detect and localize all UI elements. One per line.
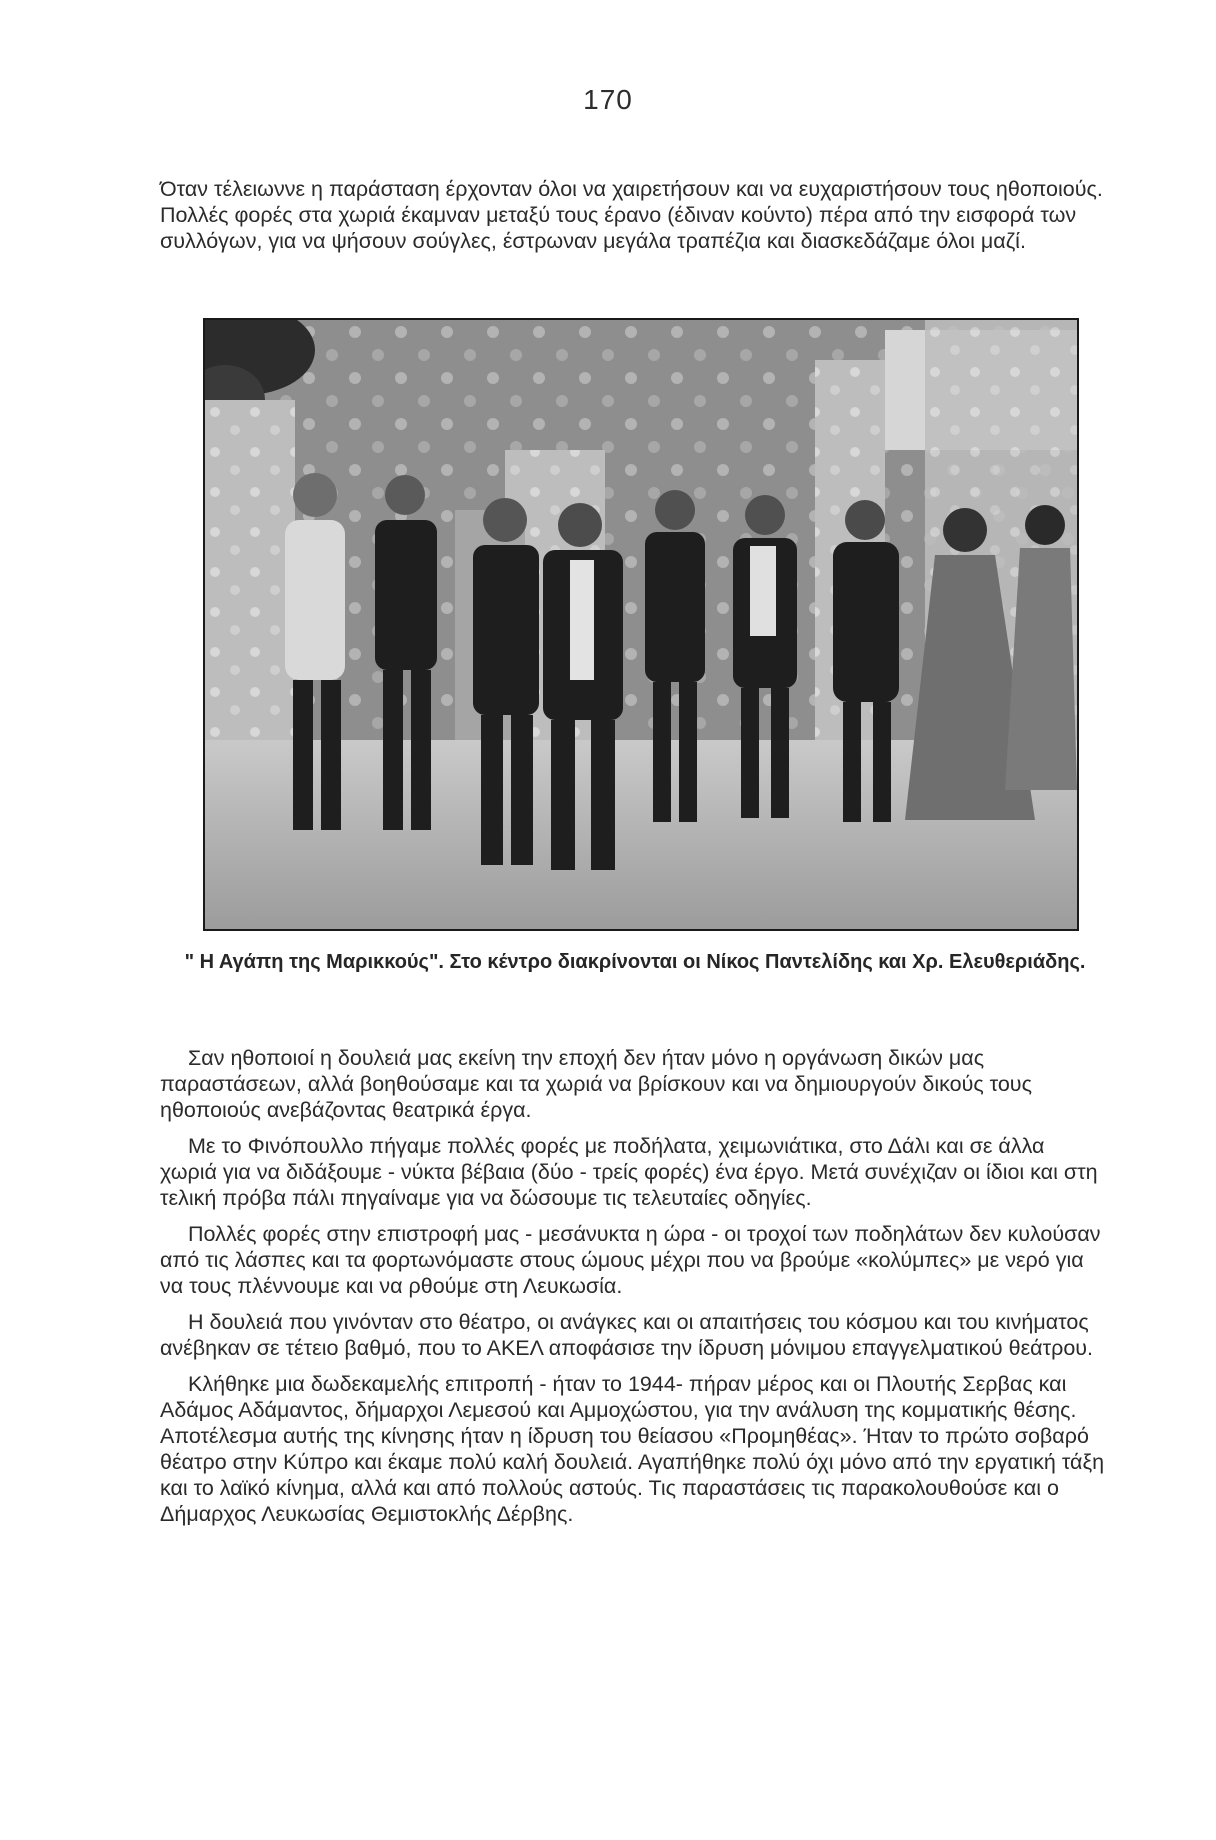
stage-scene-illustration	[205, 320, 1077, 929]
intro-paragraph: Όταν τέλειωννε η παράσταση έρχονταν όλοι να χαιρετήσουν και να ευχαριστήσουν τους ηθοποιούς. Πολλές φορές στα χωριά έκαμναν μεταξύ τους έρανο (έδιναν κούντο) πέρα από την εισφορά των συλλόγων, για να ψήσουν σούγλες, έστρωναν μεγάλα τραπέζια και διασκεδάζαμε όλοι μαζί.	[160, 177, 1103, 253]
body-paragraph: Κλήθηκε μια δωδεκαμελής επιτροπή - ήταν το 1944- πήραν μέρος και οι Πλουτής Σερβας και Αδάμος Αδάμαντος, δήμαρχοι Λεμεσού και Αμμοχώστου, για την ανάλυση της κομματικής θέσης. Αποτέλεσμα αυτής της κίνησης ήταν η ίδρυση του θείασου «Προμηθέας». Ήταν το πρώτο σοβαρό θέατρο στην Κύπρο και έκαμε πολύ καλή δουλειά. Αγαπήθηκε πολύ όχι μόνο από την εργατική τάξη και το λαϊκό κίνημα, αλλά και από πολλούς αστούς. Τις παραστάσεις τις παρακολουθούσε και ο Δήμαρχος Λευκωσίας Θεμιστοκλής Δέρβης.	[160, 1372, 1105, 1526]
body-paragraph: Η δουλειά που γινόνταν στο θέατρο, οι ανάγκες και οι απαιτήσεις του κόσμου και του κινήματος ανέβηκαν σε τέτειο βαθμό, που το ΑΚΕΛ αποφάσισε την ίδρυση μόνιμου επαγγελματικού θεάτρου.	[160, 1310, 1094, 1360]
photo-caption: " Η Αγάπη της Μαρικκούς". Στο κέντρο διακρίνονται οι Νίκος Παντελίδης και Χρ. Ελευθεριάδης.	[184, 951, 1086, 973]
page-number: 170	[583, 84, 633, 115]
body-paragraph: Σαν ηθοποιοί η δουλειά μας εκείνη την εποχή δεν ήταν μόνο η οργάνωση δικών μας παραστάσεων, αλλά βοηθούσαμε και τα χωριά να βρίσκουν και να δημιουργούν δικούς τους ηθοποιούς ανεβάζοντας θεατρικά έργα.	[160, 1046, 1032, 1122]
intro-text	[160, 176, 1105, 262]
theatre-photo	[203, 318, 1079, 931]
body-text	[160, 1045, 1105, 1537]
body-paragraph: Πολλές φορές στην επιστροφή μας - μεσάνυκτα η ώρα - οι τροχοί των ποδηλάτων δεν κυλούσαν από τις λάσπες και τα φορτωνόμαστε στους ώμους μέχρι που να βρούμε «κολύμπες» με νερό για να τους πλέννουμε και να ρθούμε στη Λευκωσία.	[160, 1222, 1101, 1298]
body-paragraph: Με το Φινόπουλλο πήγαμε πολλές φορές με ποδήλατα, χειμωνιάτικα, στο Δάλι και σε άλλα χωριά για να διδάξουμε - νύκτα βέβαια (δύο - τρείς φορές) ένα έργο. Μετά συνέχιζαν οι ίδιοι και στη τελική πρόβα πάλι πηγαίναμε για να δώσουμε τις τελευταίες οδηγίες.	[160, 1134, 1098, 1210]
